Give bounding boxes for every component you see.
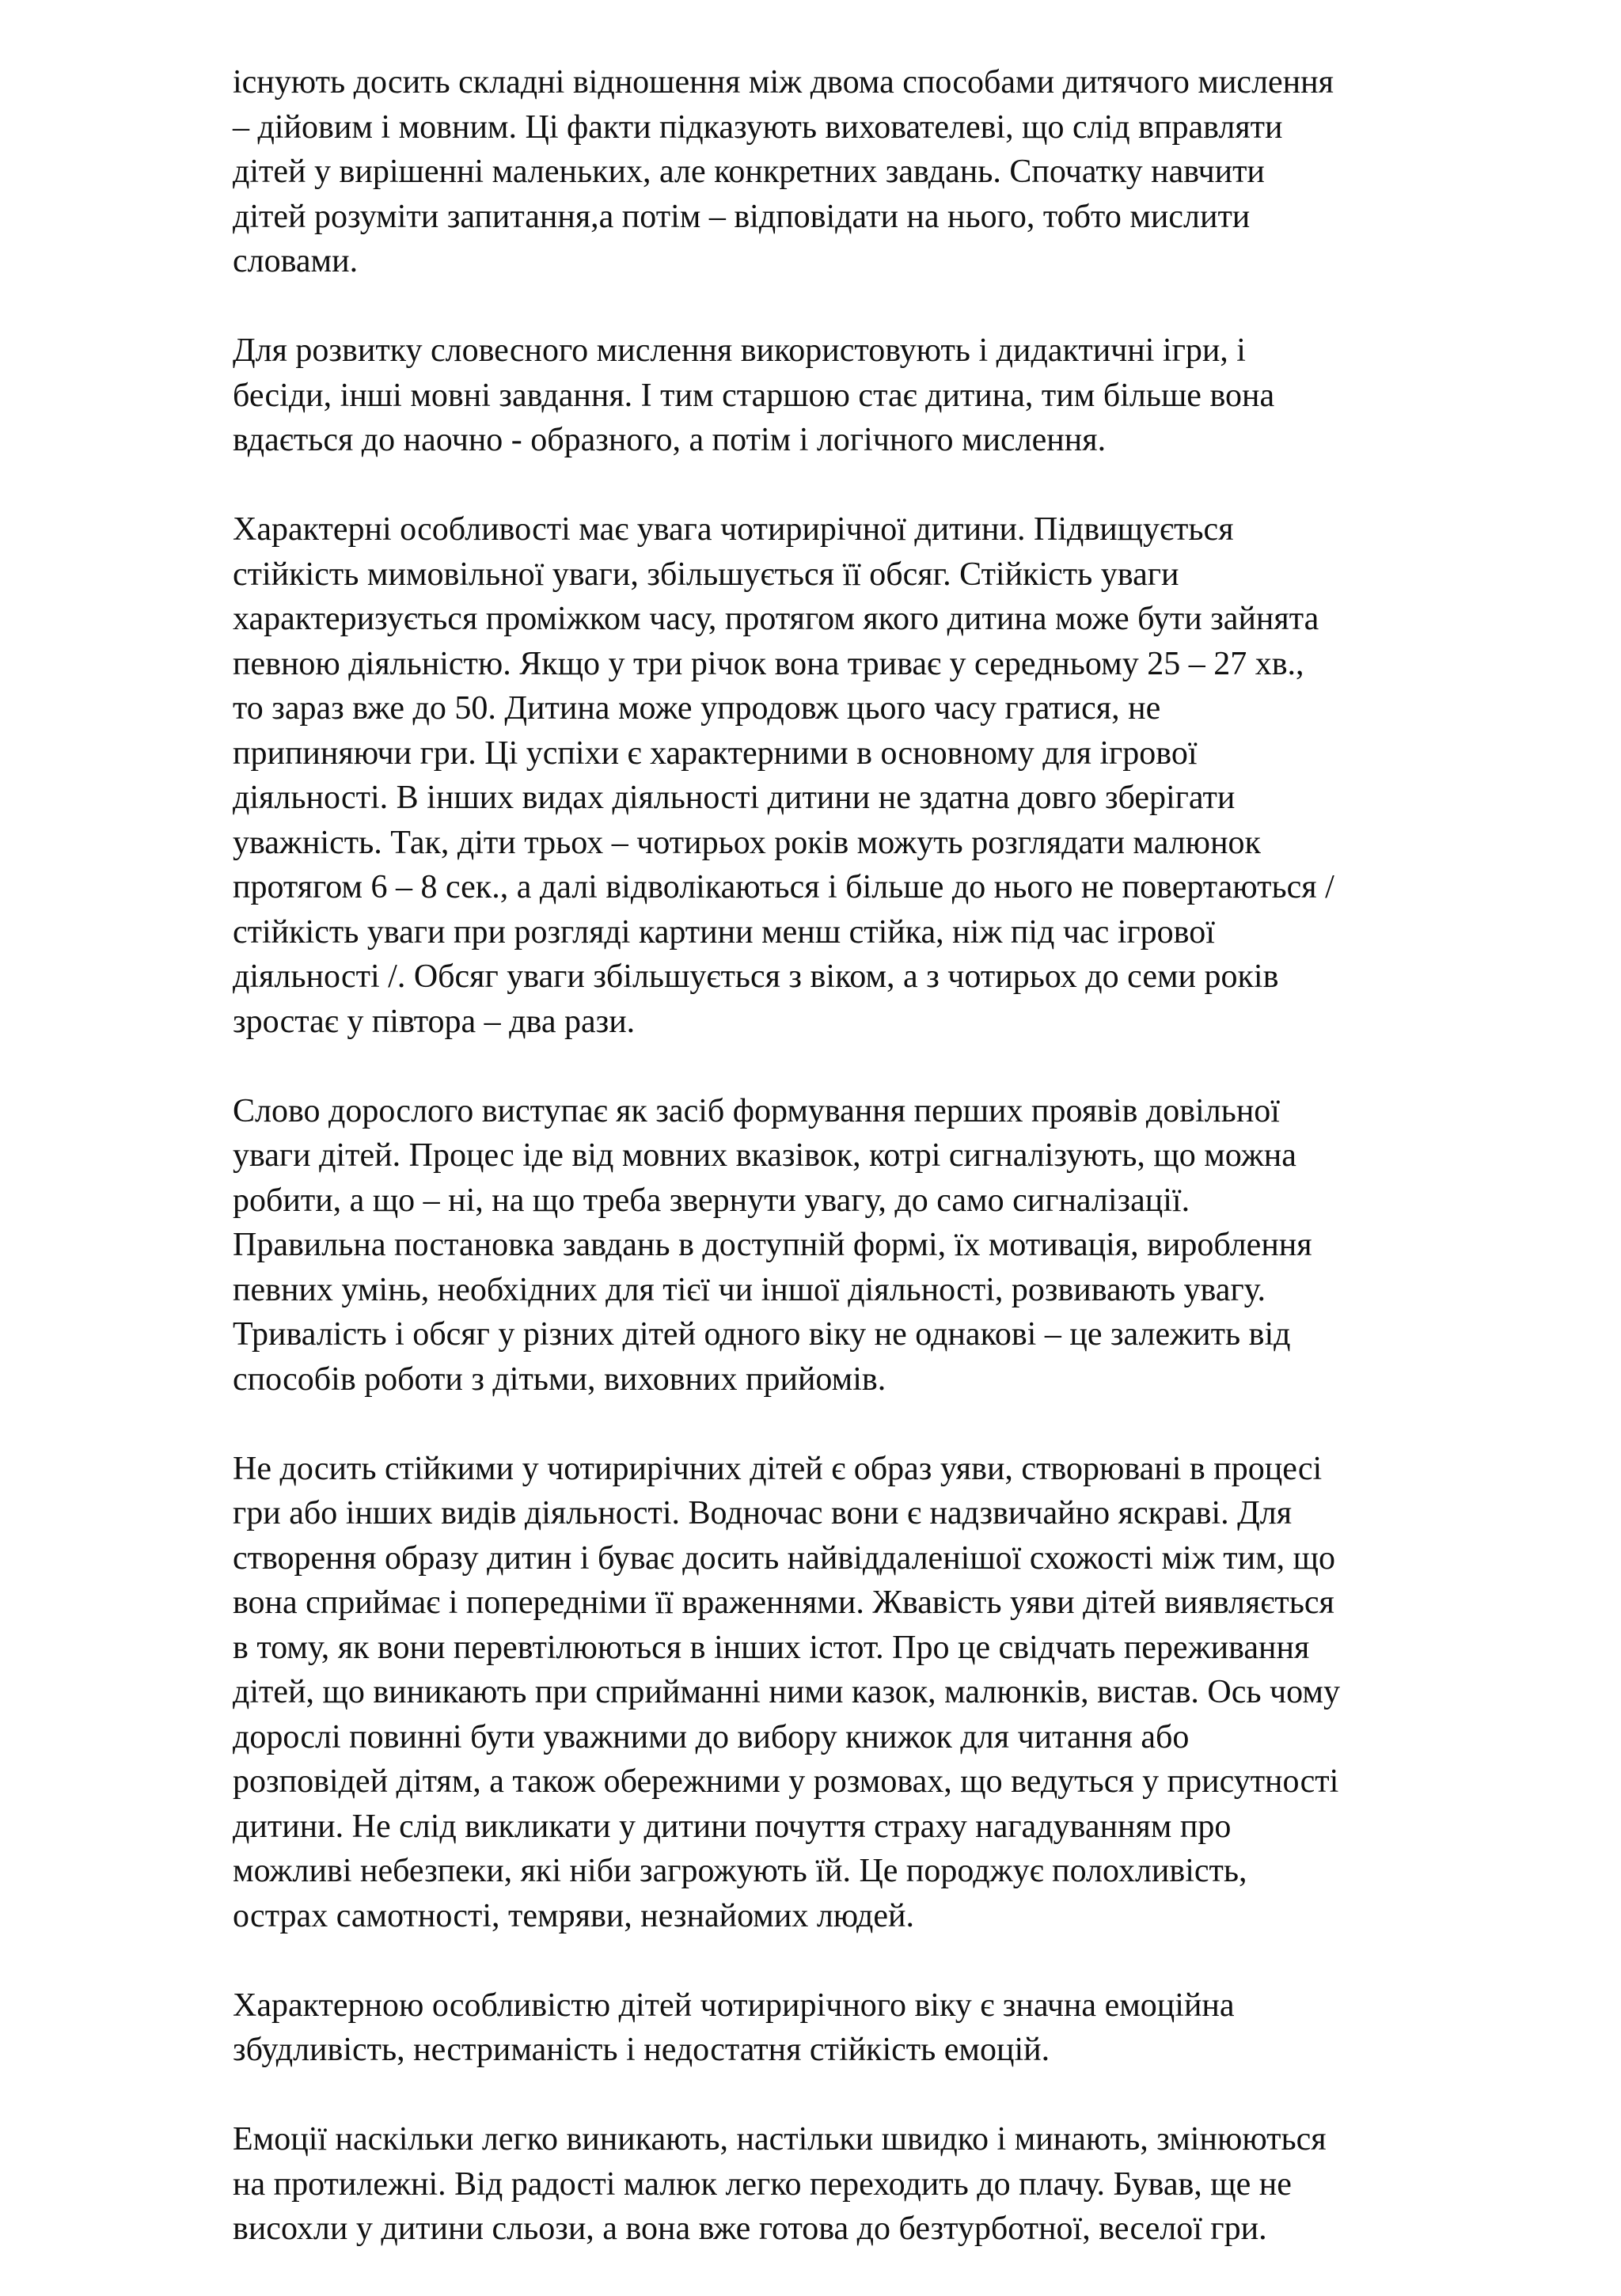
text-line: розповідей дітям, а також обережними у розмовах, що ведуться у присутності — [233, 1763, 1339, 1800]
text-line: – дійовим і мовним. Ці факти підказують вихователеві, що слід вправляти — [233, 108, 1283, 146]
paragraph — [233, 507, 1531, 1044]
text-line: Не досить стійкими у чотирирічних дітей є образ уяви, створювані в процесі — [233, 1450, 1323, 1487]
text-line: способів роботи з дітьми, виховних прийомів. — [233, 1361, 886, 1398]
text-line: Характерні особливості має увага чотирирічної дитини. Підвищується — [233, 511, 1234, 548]
paragraph — [233, 60, 1531, 284]
paragraph — [233, 1983, 1531, 2073]
text-line: уваги дітей. Процес іде від мовних вказівок, котрі сигналізують, що можна — [233, 1137, 1296, 1174]
text-line: Правильна постановка завдань в доступній формі, їх мотивація, вироблення — [233, 1227, 1312, 1263]
text-line: дітей у вирішенні маленьких, але конкретних завдань. Спочатку навчити — [233, 154, 1265, 190]
paragraph — [233, 328, 1531, 463]
text-line: Тривалість і обсяг у різних дітей одного віку не однакові – це залежить від — [233, 1316, 1291, 1353]
text-line: Емоції наскільки легко виникають, настільки швидко і минають, змінюються — [233, 2121, 1327, 2157]
text-line: дітей розуміти запитання,а потім – відповідати на нього, тобто мислити — [233, 198, 1251, 235]
text-line: висохли у дитини сльози, а вона вже готова до безтурботної, веселої гри. — [233, 2211, 1267, 2247]
text-line: дорослі повинні бути уважними до вибору книжок для читання або — [233, 1718, 1190, 1755]
text-line: характеризується проміжком часу, протягом якого дитина може бути зайнята — [233, 601, 1319, 637]
text-line: бесіди, інші мовні завдання. І тим старшою стає дитина, тим більше вона — [233, 377, 1275, 414]
paragraph — [233, 1089, 1531, 1402]
text-line: дітей, що виникають при сприйманні ними казок, малюнків, вистав. Ось чому — [233, 1674, 1340, 1710]
text-line: уважність. Так, діти трьох – чотирьох років можуть розглядати малюнок — [233, 824, 1261, 861]
text-line: діяльності. В інших видах діяльності дитини не здатна довго зберігати — [233, 780, 1236, 816]
text-line: острах самотності, темряви, незнайомих людей. — [233, 1897, 915, 1934]
text-line: вдається до наочно - образного, а потім і логічного мислення. — [233, 422, 1107, 458]
paragraph — [233, 1447, 1531, 1939]
text-line: створення образу дитин і буває досить найвіддаленішої схожості між тим, що — [233, 1539, 1335, 1577]
text-line: то зараз вже до 50. Дитина може упродовж цього часу гратися, не — [233, 690, 1161, 727]
paragraph — [233, 2117, 1531, 2252]
text-line: Для розвитку словесного мислення використовують і дидактичні ігри, і — [233, 332, 1246, 369]
text-line: робити, а що – ні, на що треба звернути увагу, до само сигналізації. — [233, 1182, 1190, 1219]
text-line: Слово дорослого виступає як засіб формування перших проявів довільної — [233, 1092, 1280, 1129]
document-page — [233, 60, 1531, 2296]
text-line: словами. — [233, 243, 359, 279]
text-line: в тому, як вони перевтілюються в інших істот. Про це свідчать переживання — [233, 1629, 1310, 1666]
text-line: можливі небезпеки, які ніби загрожують їй. Це породжує полохливість, — [233, 1853, 1247, 1889]
text-line: вона сприймає і попередніми її враженнями. Жвавість уяви дітей виявляється — [233, 1584, 1334, 1621]
text-line: гри або інших видів діяльності. Водночас вони є надзвичайно яскраві. Для — [233, 1495, 1293, 1531]
text-line: діяльності /. Обсяг уваги збільшується з віком, а з чотирьох до семи років — [233, 958, 1279, 995]
document-body — [233, 60, 1531, 2252]
text-line: Характерною особливістю дітей чотирирічного віку є значна емоційна — [233, 1987, 1235, 2024]
text-line: припиняючи гри. Ці успіхи є характерними в основному для ігрової — [233, 734, 1198, 772]
text-line: існують досить складні відношення між двома способами дитячого мислення — [233, 64, 1334, 101]
text-line: дитини. Не слід викликати у дитини почуття страху нагадуванням про — [233, 1808, 1232, 1845]
text-line: зростає у півтора – два рази. — [233, 1003, 636, 1040]
text-line: стійкість уваги при розгляді картини менш стійка, ніж під час ігрової — [233, 913, 1215, 951]
text-line: стійкість мимовільної уваги, збільшується її обсяг. Стійкість уваги — [233, 556, 1179, 593]
text-line: певних умінь, необхідних для тієї чи іншої діяльності, розвивають увагу. — [233, 1271, 1266, 1308]
text-line: певною діяльністю. Якщо у три річок вона триває у середньому 25 – 27 хв., — [233, 645, 1304, 682]
text-line: збудливість, нестриманість і недостатня стійкість емоцій. — [233, 2032, 1050, 2068]
text-line: на протилежні. Від радості малюк легко переходить до плачу. Бував, ще не — [233, 2165, 1292, 2203]
text-line: протягом 6 – 8 сек., а далі відволікаються і більше до нього не повертаються / — [233, 869, 1334, 905]
